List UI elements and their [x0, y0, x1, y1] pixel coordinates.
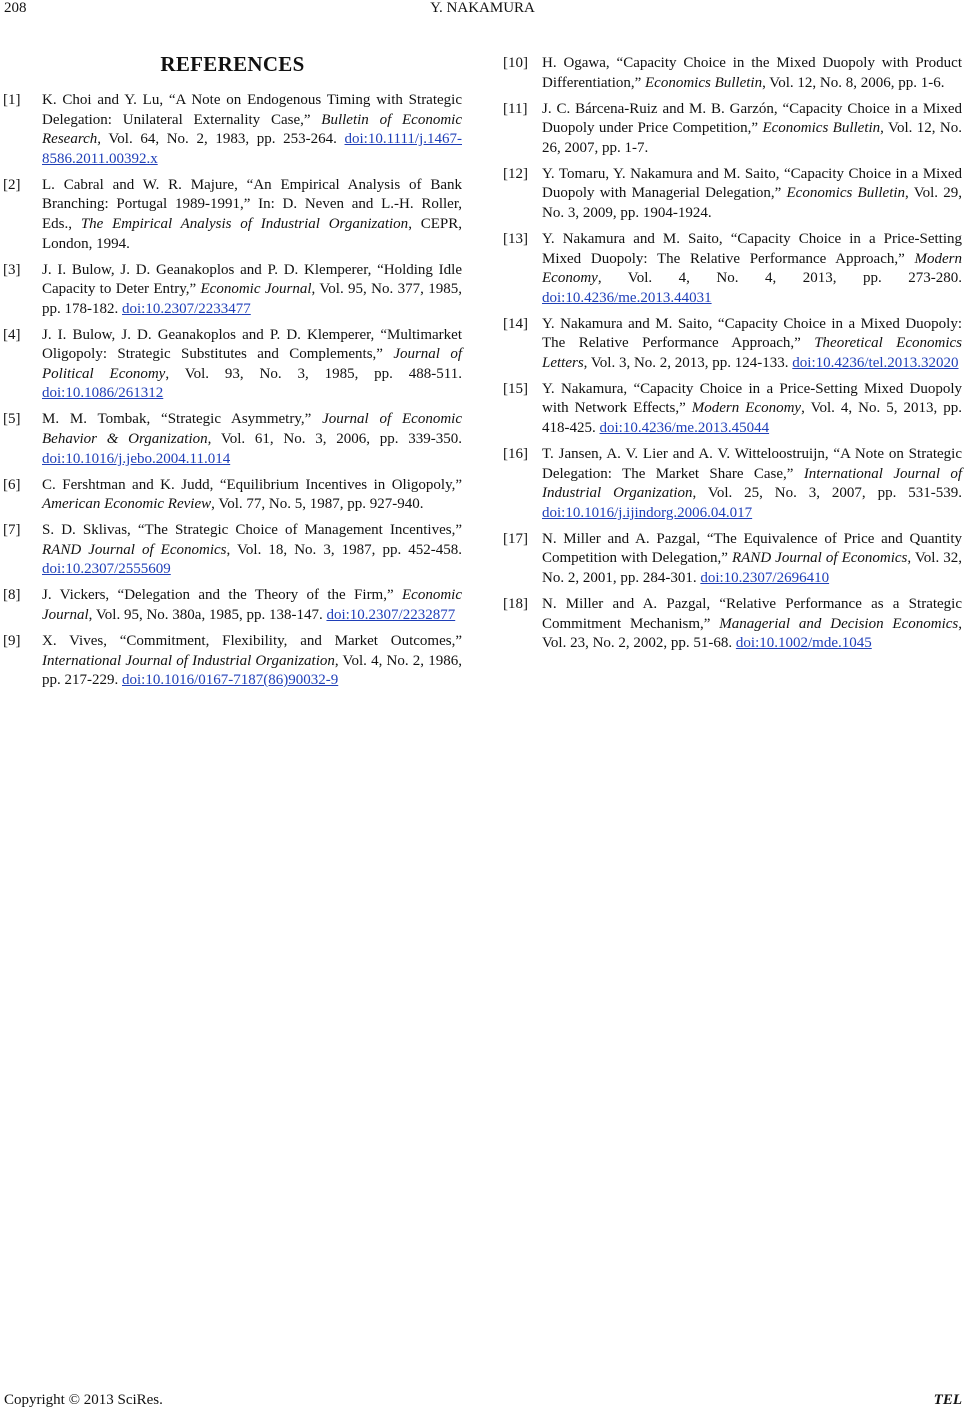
- reference-number: [7]: [3, 522, 21, 539]
- reference-number: [18]: [503, 595, 528, 612]
- reference-details: , Vol. 95, No. 380a, 1985, pp. 138-147.: [88, 606, 327, 623]
- reference-source-title: RAND Journal of Economics: [42, 541, 227, 558]
- reference-details: , Vol. 77, No. 5, 1987, pp. 927-940.: [211, 496, 424, 513]
- footer-copyright: Copyright © 2013 SciRes.: [4, 1392, 163, 1408]
- reference-text: J. I. Bulow, J. D. Geanakoplos and P. D. Klemperer, “Multimarket Oligopoly: Strategic Substitutes and Complements,”: [42, 326, 462, 363]
- reference-number: [15]: [503, 380, 528, 397]
- doi-link[interactable]: doi:10.1086/261312: [42, 385, 164, 402]
- reference-source-title: Modern Economy: [542, 250, 962, 287]
- reference-text: J. C. Bárcena-Ruiz and M. B. Garzón, “Capacity Choice in a Mixed Duopoly under Price Competition,”: [542, 100, 962, 137]
- reference-source-title: Economics Bulletin: [645, 74, 763, 91]
- reference-text: J. Vickers, “Delegation and the Theory of the Firm,”: [42, 587, 403, 604]
- reference-text: Y. Nakamura, “Capacity Choice in a Price-Setting Mixed Duopoly with Network Effects,”: [542, 380, 962, 417]
- reference-text: Y. Tomaru, Y. Nakamura and M. Saito, “Capacity Choice in a Mixed Duopoly with Managerial Delegation,”: [542, 165, 962, 202]
- reference-source-title: Journal of Political Economy: [42, 346, 462, 382]
- reference-number: [4]: [3, 326, 21, 343]
- reference-source-title: The Empirical Analysis of Industrial Organization: [80, 215, 409, 232]
- doi-link[interactable]: doi:10.2307/2233477: [122, 300, 251, 317]
- doi-link[interactable]: doi:10.2307/2696410: [700, 569, 830, 586]
- reference-number: [12]: [503, 165, 528, 182]
- reference-entry: [503, 315, 962, 374]
- reference-text: L. Cabral and W. R. Majure, “An Empirical Analysis of Bank Branching: Portugal 1989-1991,” In: D. Neven and L.-H. Roller, Eds.,: [42, 176, 462, 232]
- reference-number: [5]: [3, 411, 21, 428]
- reference-text: T. Jansen, A. V. Lier and A. V. Witteloostruijn, “A Note on Strategic Delegation: The Market Share Case,”: [542, 446, 962, 482]
- reference-source-title: International Journal of Industrial Organization: [42, 652, 335, 669]
- doi-link[interactable]: doi:10.1016/0167-7187(86)90032-9: [122, 672, 339, 689]
- reference-details: , Vol. 12, No. 26, 2007, pp. 1-7.: [542, 120, 962, 156]
- reference-text: Y. Nakamura and M. Saito, “Capacity Choice in a Price-Setting Mixed Duopoly: The Relative Performance Approach,”: [542, 230, 962, 267]
- reference-details: , Vol. 4, No. 2, 1986, pp. 217-229.: [42, 652, 462, 689]
- reference-details: , Vol. 29, No. 3, 2009, pp. 1904-1924.: [542, 185, 962, 221]
- reference-entry: [3, 586, 462, 625]
- reference-entry: [3, 91, 462, 169]
- reference-details: , Vol. 32, No. 2, 2001, pp. 284-301.: [542, 550, 962, 586]
- page-number: 208: [4, 0, 27, 16]
- reference-source-title: Economics Bulletin: [786, 185, 906, 202]
- reference-entry: [503, 100, 962, 159]
- reference-text: H. Ogawa, “Capacity Choice in the Mixed Duopoly with Product Differentiation,”: [542, 55, 962, 91]
- reference-details: , Vol. 18, No. 3, 1987, pp. 452-458.: [226, 541, 463, 558]
- reference-details: , Vol. 25, No. 3, 2007, pp. 531-539.: [692, 485, 962, 502]
- doi-link[interactable]: doi:10.1002/mde.1045: [735, 635, 872, 652]
- reference-details: , Vol. 64, No. 2, 1983, pp. 253-264.: [97, 131, 345, 148]
- reference-source-title: Bulletin of Economic Research: [42, 111, 463, 148]
- reference-number: [2]: [3, 176, 21, 193]
- reference-details: , Vol. 95, No. 377, 1985, pp. 178-182.: [42, 281, 462, 317]
- reference-text: K. Choi and Y. Lu, “A Note on Endogenous Timing with Strategic Delegation: Unilateral Externality Case,”: [42, 92, 462, 128]
- doi-link[interactable]: doi:10.4236/tel.2013.32020: [792, 354, 959, 371]
- reference-entry: [503, 595, 962, 654]
- references-left-column: [3, 52, 462, 697]
- reference-entry: [503, 380, 962, 439]
- reference-details: , Vol. 4, No. 5, 2013, pp. 418-425.: [542, 400, 962, 437]
- reference-text: X. Vives, “Commitment, Flexibility, and Market Outcomes,”: [42, 632, 462, 649]
- reference-text: C. Fershtman and K. Judd, “Equilibrium Incentives in Oligopoly,”: [42, 476, 462, 493]
- doi-link[interactable]: doi:10.4236/me.2013.44031: [542, 289, 712, 306]
- reference-details: , Vol. 93, No. 3, 1985, pp. 488-511.: [165, 365, 462, 382]
- reference-text: M. M. Tombak, “Strategic Asymmetry,”: [42, 411, 323, 428]
- reference-source-title: RAND Journal of Economics: [731, 550, 908, 567]
- reference-text: N. Miller and A. Pazgal, “Relative Performance as a Strategic Commitment Mechanism,”: [542, 595, 962, 632]
- reference-source-title: American Economic Review: [42, 496, 212, 513]
- footer-journal: TEL: [933, 1392, 962, 1408]
- reference-entry: [503, 165, 962, 224]
- reference-number: [17]: [503, 530, 528, 547]
- reference-text: N. Miller and A. Pazgal, “The Equivalence of Price and Quantity Competition with Delegation,”: [542, 530, 962, 567]
- reference-entry: [3, 521, 462, 580]
- references-right-column: [503, 54, 962, 660]
- reference-source-title: Modern Economy: [691, 400, 802, 417]
- reference-details: , Vol. 12, No. 8, 2006, pp. 1-6.: [762, 74, 945, 91]
- doi-link[interactable]: doi:10.1111/j.1467-8586.2011.00392.x: [42, 131, 462, 167]
- doi-link[interactable]: doi:10.1016/j.jebo.2004.11.014: [42, 450, 231, 467]
- running-head: Y. NAKAMURA: [430, 0, 535, 16]
- reference-number: [13]: [503, 230, 528, 247]
- reference-number: [16]: [503, 446, 528, 463]
- reference-entry: [3, 632, 462, 691]
- reference-number: [1]: [3, 92, 21, 108]
- reference-source-title: Economic Journal: [200, 281, 312, 298]
- reference-number: [3]: [3, 261, 21, 278]
- doi-link[interactable]: doi:10.4236/me.2013.45044: [599, 420, 770, 437]
- reference-details: , Vol. 23, No. 2, 2002, pp. 51-68.: [542, 615, 962, 652]
- reference-number: [11]: [503, 100, 528, 117]
- reference-number: [9]: [3, 632, 21, 649]
- reference-text: S. D. Sklivas, “The Strategic Choice of Management Incentives,”: [42, 522, 462, 539]
- reference-source-title: Economics Bulletin: [762, 120, 881, 137]
- reference-entry: [503, 54, 962, 93]
- reference-entry: [503, 230, 962, 308]
- section-title: REFERENCES: [160, 52, 305, 76]
- reference-text: Y. Nakamura and M. Saito, “Capacity Choice in a Mixed Duopoly: The Relative Performance Approach,”: [542, 315, 962, 352]
- reference-number: [6]: [3, 476, 21, 493]
- reference-source-title: Economic Journal: [42, 587, 462, 623]
- reference-details: , Vol. 4, No. 4, 2013, pp. 273-280.: [597, 270, 962, 287]
- reference-number: [14]: [503, 315, 528, 332]
- reference-entry: [503, 530, 962, 589]
- reference-details: , Vol. 61, No. 3, 2006, pp. 339-350.: [207, 431, 462, 448]
- reference-entry: [503, 445, 962, 523]
- reference-entry: [3, 326, 462, 404]
- reference-details: , Vol. 3, No. 2, 2013, pp. 124-133.: [583, 354, 793, 371]
- reference-text: J. I. Bulow, J. D. Geanakoplos and P. D. Klemperer, “Holding Idle Capacity to Deter Entry,”: [42, 261, 462, 298]
- doi-link[interactable]: doi:10.2307/2232877: [326, 606, 456, 623]
- reference-number: [8]: [3, 587, 21, 604]
- reference-entry: [3, 476, 462, 515]
- reference-entry: [3, 176, 462, 254]
- reference-source-title: Managerial and Decision Economics: [719, 615, 959, 632]
- reference-number: [10]: [503, 55, 528, 71]
- reference-source-title: International Journal of Industrial Organization: [542, 465, 962, 502]
- doi-link[interactable]: doi:10.2307/2555609: [42, 561, 171, 578]
- reference-details: , CEPR, London, 1994.: [42, 215, 463, 252]
- reference-source-title: Theoretical Economics Letters: [542, 335, 962, 371]
- doi-link[interactable]: doi:10.1016/j.ijindorg.2006.04.017: [542, 504, 753, 521]
- reference-source-title: Journal of Economic Behavior & Organization: [42, 411, 462, 448]
- reference-entry: [3, 410, 462, 469]
- reference-entry: [3, 261, 462, 320]
